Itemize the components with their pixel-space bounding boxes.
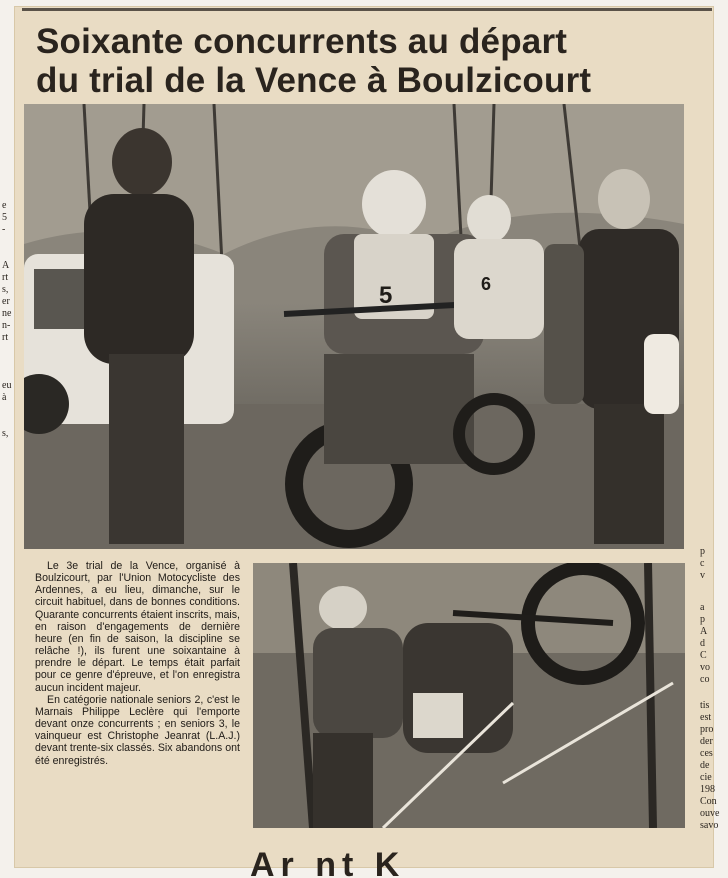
fragment-text: p — [700, 614, 705, 625]
headline — [36, 22, 696, 100]
fragment-text: 198 — [700, 784, 715, 795]
fragment-text: s, — [2, 284, 9, 295]
fragment-text: de — [700, 760, 710, 771]
fragment-text: C — [700, 650, 707, 661]
fragment-text: v — [700, 570, 705, 581]
fragment-text: ces — [700, 748, 713, 759]
fragment-text: der — [700, 736, 713, 747]
fragment-text: tis — [700, 700, 710, 711]
fragment-text: p — [700, 546, 705, 557]
fragment-text: 5 — [2, 212, 7, 223]
fragment-text: - — [2, 224, 6, 235]
fragment-text: ouve — [700, 808, 720, 819]
top-rule — [22, 8, 712, 11]
fragment-text: savo — [700, 820, 719, 831]
fragment-text: d — [700, 638, 705, 649]
left-column-fragment — [2, 200, 16, 440]
fragment-text: vo — [700, 662, 710, 673]
fragment-text: s, — [2, 428, 9, 439]
fragment-text: rt — [2, 332, 9, 343]
photo-rider-obstacle — [253, 563, 685, 828]
fragment-text: eu — [2, 380, 12, 391]
fragment-text: pro — [700, 724, 714, 735]
article-paragraph-2: En catégorie nationale seniors 2, c'est le Marnais Philippe Leclère qui l'emporte devant onze concurrents ; en seniors 3, le vainqueur est Christophe Jeanrat (L.A.J.) devant trente-six classés. Six abandons ont été enregistrés. — [35, 693, 240, 767]
fragment-text: à — [2, 392, 7, 403]
article-body — [35, 560, 240, 767]
photo-riders-start-drawing — [24, 104, 684, 549]
headline-line-2: du trial de la Vence à Boulzicourt — [36, 61, 592, 100]
fragment-text: e — [2, 200, 7, 211]
article-paragraph-1: Le 3e trial de la Vence, organisé à Boulzicourt, par l'Union Motocycliste des Ardennes, a eu lieu, dimanche, sur le circuit habituel, dans de bonnes conditions. Quarante concurrents étaient inscrits, mais, en raison d'engagements de dernière heure (en fin de saison, la discipline se relâche !), ils furent une soixantaine à prendre le départ. Le temps était parfait pour ce genre d'épreuve, et l'on enregistra aucun incident majeur. — [35, 560, 240, 694]
fragment-text: A — [2, 260, 10, 271]
bottom-headline-fragment: Ar nt K — [250, 848, 406, 878]
fragment-text: co — [700, 674, 710, 685]
fragment-text: cie — [700, 772, 712, 783]
bib-number-5: 5 — [379, 282, 393, 309]
fragment-text: ne — [2, 308, 12, 319]
fragment-text: rt — [2, 272, 9, 283]
bib-number-6: 6 — [481, 274, 492, 294]
fragment-text: est — [700, 712, 712, 723]
photo-rider-obstacle-drawing — [253, 563, 685, 828]
fragment-text: Con — [700, 796, 717, 807]
fragment-text: c — [700, 558, 705, 569]
right-column-fragment — [700, 546, 728, 832]
headline-line-1: Soixante concurrents au départ — [36, 22, 568, 61]
fragment-text: a — [700, 602, 705, 613]
fragment-text: A — [700, 626, 708, 637]
fragment-text: er — [2, 296, 10, 307]
photo-riders-start — [24, 104, 684, 549]
fragment-text: n- — [2, 320, 11, 331]
